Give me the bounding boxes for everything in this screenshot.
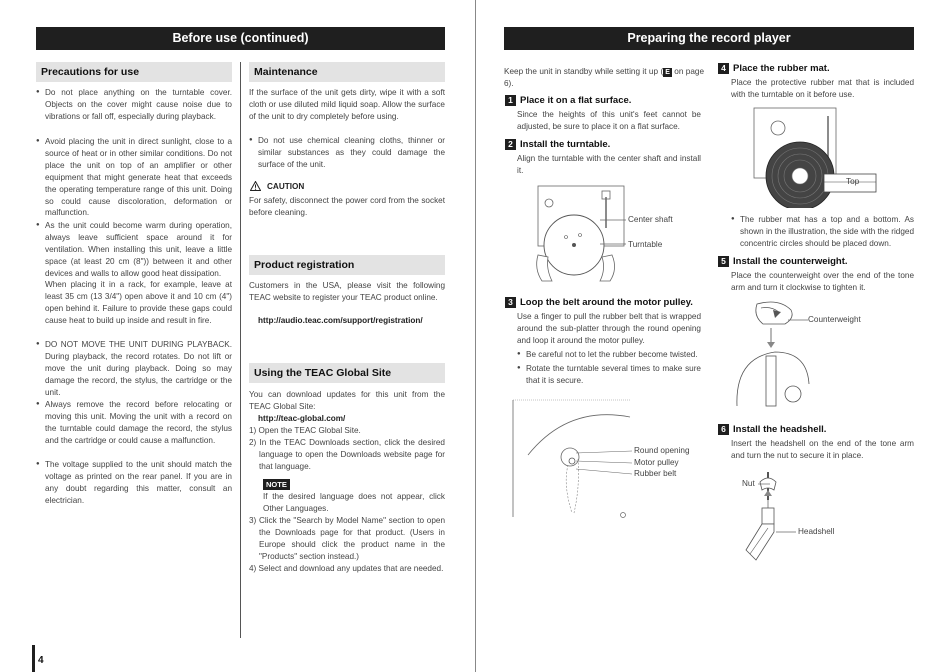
precaution-item: ● Do not place anything on the turntable cover. Objects on the cover might cause noise due to vibrations or fall off, especially during playback. [36,87,232,123]
caution-text: For safety, disconnect the power cord from the socket before cleaning. [249,196,445,217]
label-top: Top [846,177,860,186]
label-nut: Nut [742,479,755,488]
step-5-text: Place the counterweight over the end of the tone arm and turn it clockwise to tighten it. [731,271,914,292]
precaution-item: ● Avoid placing the unit in direct sunlight, close to a source of heat or in other similar conditions. Do not place the unit on top of an amplifier or other equipment that might generate heat that exceeds the operating temperature range of this unit. Doing so could cause discoloration, deformation or malfunction. [36,136,232,219]
label-round-opening: Round opening [634,446,690,455]
registration-text: Customers in the USA, please visit the following TEAC website to register your TEAC product online. [249,281,445,302]
right-banner: Preparing the record player [504,27,914,50]
step-4-text: Place the protective rubber mat that is included with the turntable on it before use. [731,78,914,99]
standby-icon: E [665,69,670,76]
step-1-text: Since the heights of this unit's feet cannot be adjusted, be sure to place it on a flat surface. [517,110,701,131]
step-4-title: 4 Place the rubber mat. [718,62,830,75]
intro-text: Keep the unit in standby while setting it up ( E on page 6). [504,67,705,88]
step-number: 5 [718,256,729,267]
label-headshell: Headshell [798,527,835,536]
page-number: 4 [38,655,44,666]
note-text: If the desired language does not appear, click Other Languages. [263,492,445,513]
label-center-shaft: Center shaft [628,215,673,224]
precaution-item: ● The voltage supplied to the unit should match the voltage as printed on the rear panel. If you are in any doubt regarding this matter, consult an electrician. [36,459,232,507]
step-number: 4 [718,63,729,74]
label-turntable: Turntable [628,240,663,249]
callout-line [788,315,810,325]
global-step-2: 2) In the TEAC Downloads section, click the desired language to open the Downloads website page for that language. [249,438,445,471]
step-3-bullet: ● Be careful not to let the rubber become twisted. [517,349,701,361]
precaution-item: ● DO NOT MOVE THE UNIT DURING PLAYBACK. During playback, the record rotates. Do not lift or move the unit during playback. Doing so may damage the record, the stylus, the cartridge or the unit. [36,339,232,399]
precaution-item: ● As the unit could become warm during operation, always leave sufficient space around it for ventilation. When installing this unit, leave a little space (at least 20 cm (8")) between it and other devices and walls to allow good heat dissipation. [36,220,232,280]
caution-label: CAUTION [267,182,305,191]
global-step-4: 4) Select and download any updates that are needed. [249,564,444,573]
global-site-link[interactable]: http://teac-global.com/ [258,414,346,423]
step-number: 6 [718,424,729,435]
label-motor-pulley: Motor pulley [634,458,679,467]
callout-lines [600,212,630,252]
global-step-1: 1) Open the TEAC Global Site. [249,426,361,435]
step-3-text: Use a finger to pull the rubber belt that is wrapped around the sub-platter through the round opening and loop it around the motor pulley. [517,312,701,345]
left-banner: Before use (continued) [36,27,445,50]
callout-line [776,527,798,537]
step-3-title: 3 Loop the belt around the motor pulley. [505,296,693,309]
step-1-title: 1 Place it on a flat surface. [505,94,631,107]
registration-heading: Product registration [249,255,445,275]
registration-link[interactable]: http://audio.teac.com/support/registration/ [258,316,423,325]
label-rubber-belt: Rubber belt [634,469,677,478]
precaution-item: ● Always remove the record before relocating or moving this unit. Moving the unit with a record on the turntable could damage the record, the stylus and the cartridge or could cause a malfunction. [36,399,232,447]
global-step-3: 3) Click the "Search by Model Name" section to open the Downloads page for that product. (Users in Europe should click the product name in the "Products" section instead.) [249,516,445,561]
step-number: 2 [505,139,516,150]
precaution-item-continued: When placing it in a rack, for example, leave at least 35 cm (13 3/4") open above it and 10 cm (4") open behind it. Failure to provide these gaps could cause heat to build up inside and result in fire. [45,280,232,325]
step-5-title: 5 Install the counterweight. [718,255,848,268]
warning-icon [250,181,261,191]
global-site-heading: Using the TEAC Global Site [249,363,445,383]
page-gutter [475,0,476,672]
maintenance-bullet: ● Do not use chemical cleaning cloths, thinner or similar substances as they could damage the surface of the unit. [249,135,445,171]
page-tab [32,645,35,672]
note-label: NOTE [263,479,290,490]
precautions-heading: Precautions for use [36,62,232,82]
column-divider [240,62,241,638]
step-number: 1 [505,95,516,106]
step-number: 3 [505,297,516,308]
step-6-text: Insert the headshell on the end of the tone arm and turn the nut to secure it in place. [731,439,914,460]
step-2-text: Align the turntable with the center shaft and install it. [517,154,701,175]
step-2-title: 2 Install the turntable. [505,138,610,151]
rubber-mat-illustration [752,106,880,208]
step-3-bullet: ● Rotate the turntable several times to make sure that it is secure. [517,363,701,387]
maintenance-text: If the surface of the unit gets dirty, wipe it with a soft cloth or use diluted mild liquid soap. Allow the surface of the unit to dry completely before using. [249,88,445,121]
step-6-title: 6 Install the headshell. [718,423,826,436]
maintenance-heading: Maintenance [249,62,445,82]
belt-illustration [508,395,638,523]
label-counterweight: Counterweight [808,315,861,324]
global-site-text: You can download updates for this unit from the TEAC Global Site: [249,390,445,411]
callout-line [758,480,772,488]
step-4-bullet: ● The rubber mat has a top and a bottom. As shown in the illustration, the side with the ridged concentric circles should be placed down. [731,214,914,250]
